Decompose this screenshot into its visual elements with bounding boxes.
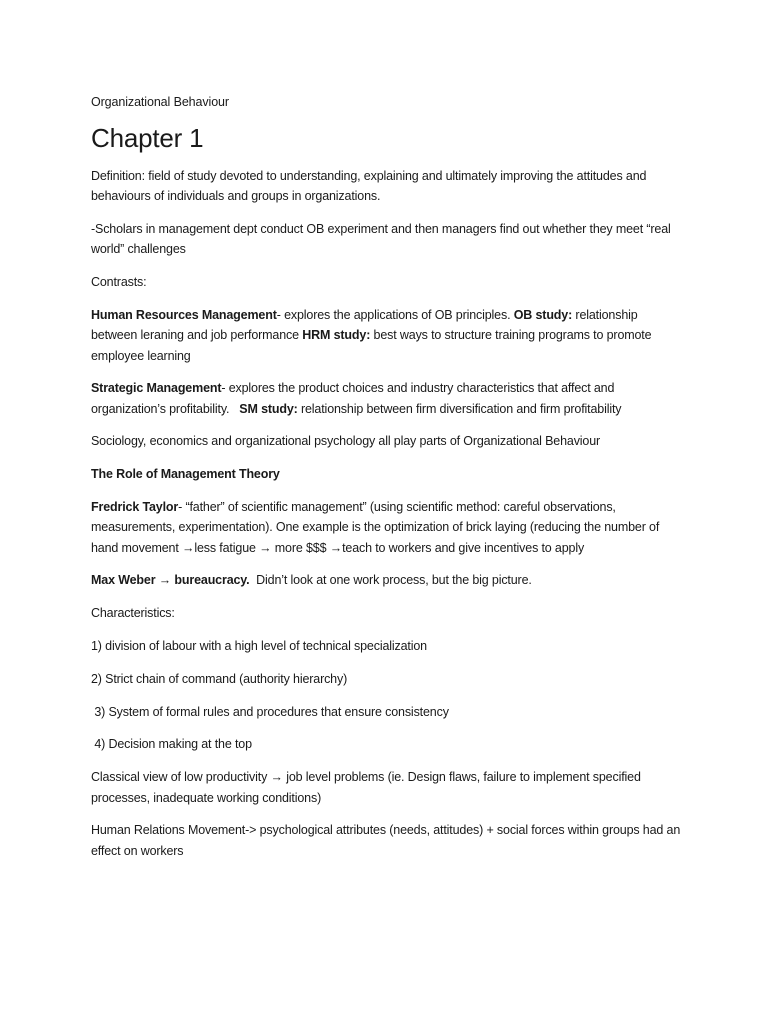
sm-study-text: relationship between firm diversification and firm profitability xyxy=(297,401,622,416)
weber-paragraph xyxy=(91,570,681,590)
hrm-study-label: HRM study: xyxy=(302,328,371,343)
characteristic-item-3: 3) System of formal rules and procedures that ensure consistency xyxy=(91,704,449,719)
hrm-description: - explores the applications of OB principles. xyxy=(276,307,514,322)
hrm-term: Human Resources Management xyxy=(91,307,277,322)
human-relations-paragraph: Human Relations Movement-> psychological attributes (needs, attitudes) + social forces within groups had an effect on workers xyxy=(91,823,681,858)
definition-paragraph: Definition: field of study devoted to understanding, explaining and ultimately improving the attitudes and behaviours of individuals and groups in organizations. xyxy=(91,169,647,204)
taylor-text: - “father” of scientific management” (using scientific method: careful observations, measurements, experimentation). One example is the optimization of brick laying (reducing the number of hand movement →less fatigue → more $$$ →teach to workers and give incentives to apply xyxy=(91,500,660,555)
taylor-name: Fredrick Taylor xyxy=(91,500,179,515)
contrasts-heading: Contrasts: xyxy=(91,275,147,290)
chapter-title: Chapter 1 xyxy=(91,123,204,153)
document-content xyxy=(91,92,681,873)
scholars-paragraph: -Scholars in management dept conduct OB experiment and then managers find out whether they meet “real world” challenges xyxy=(91,222,671,257)
ob-study-text: relationship between leraning and job performance xyxy=(91,307,638,343)
ob-study-label: OB study: xyxy=(513,307,573,322)
sociology-paragraph: Sociology, economics and organizational psychology all play parts of Organizational Behaviour xyxy=(91,434,601,449)
weber-text: Didn’t look at one work process, but the big picture. xyxy=(249,573,532,588)
hrm-paragraph xyxy=(91,305,681,366)
characteristic-item-4: 4) Decision making at the top xyxy=(91,737,252,752)
taylor-paragraph xyxy=(91,497,681,558)
classical-view-paragraph: Classical view of low productivity → job level problems (ie. Design flaws, failure to implement specified processes, inadequate working conditions) xyxy=(91,770,641,805)
strategic-management-paragraph xyxy=(91,378,681,419)
characteristic-item-1: 1) division of labour with a high level of technical specialization xyxy=(91,639,427,654)
characteristic-item-2: 2) Strict chain of command (authority hierarchy) xyxy=(91,671,348,686)
sm-study-label: SM study: xyxy=(239,401,298,416)
characteristics-heading: Characteristics: xyxy=(91,606,175,621)
sm-description: - explores the product choices and industry characteristics that affect and organization’s profitability. xyxy=(91,381,618,416)
document-header: Organizational Behaviour xyxy=(91,95,229,109)
hrm-study-text: best ways to structure training programs to promote employee learning xyxy=(91,328,652,363)
sm-term: Strategic Management xyxy=(91,381,222,396)
role-heading: The Role of Management Theory xyxy=(91,467,280,482)
weber-name: Max Weber → bureaucracy. xyxy=(91,573,250,588)
